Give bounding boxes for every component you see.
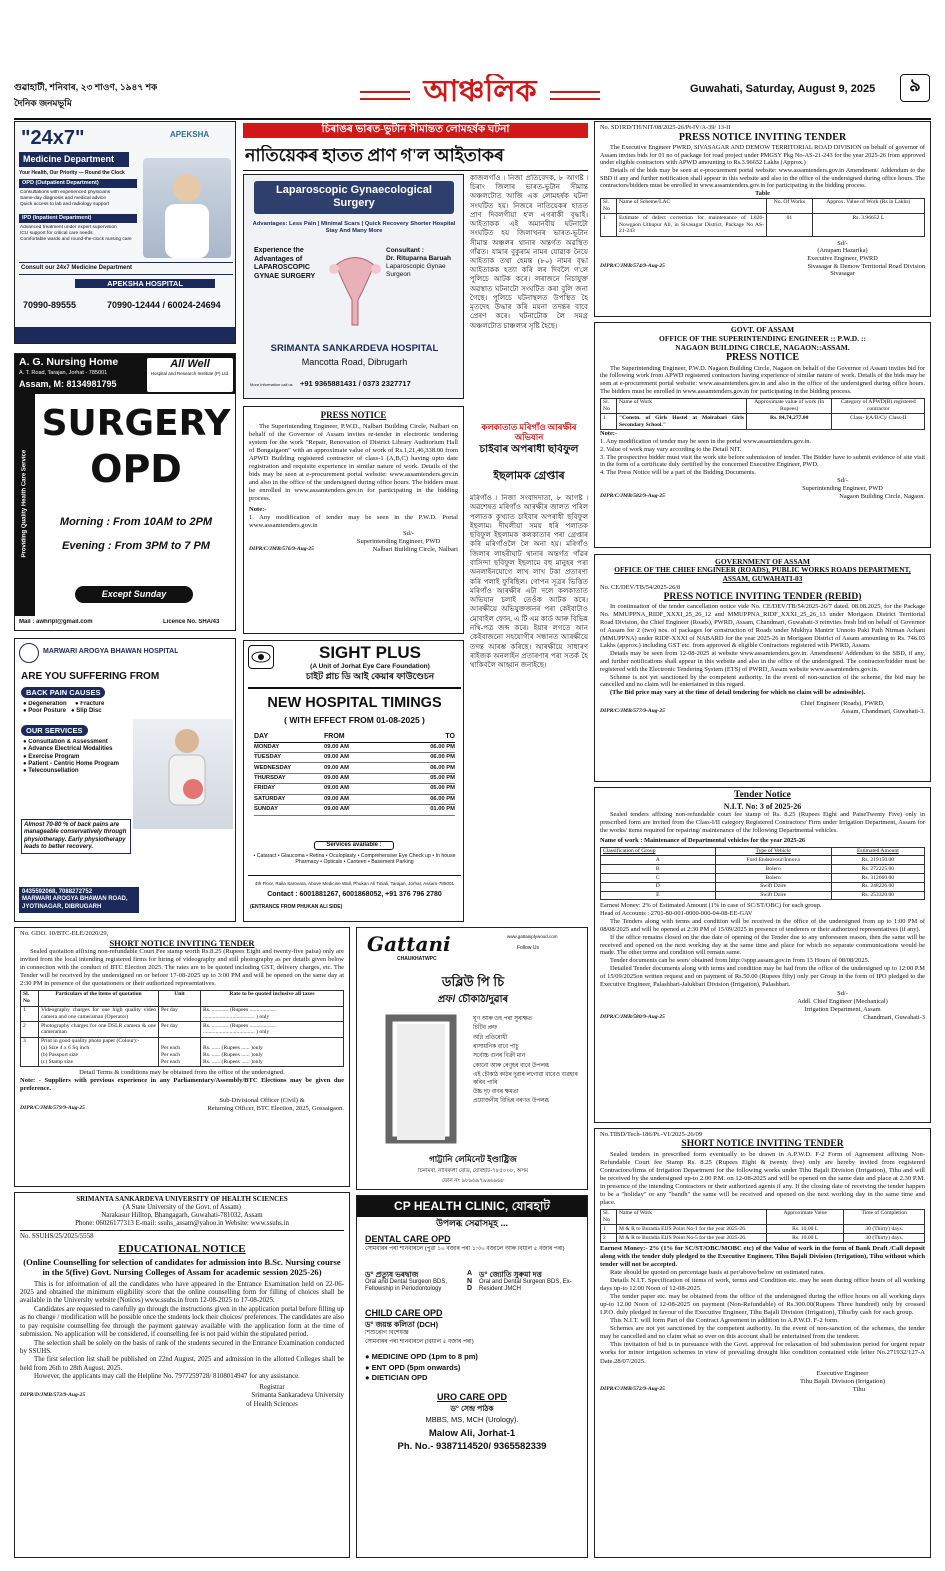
marwari-question: ARE YOU SUFFERING FROM (21, 671, 160, 682)
date-bengali: গুৱাহাটী, শনিবাৰ, ২৩ শাওণ, ১৯৪৭ শক (14, 82, 158, 92)
list-item: অগ্নি প্ৰতিৰোধী (473, 1034, 508, 1041)
apeksha-reception: 70990-89555 (23, 300, 77, 310)
news-sub1: কলকাতাত মৰিগাঁও আৰক্ষীৰ অভিযান (481, 422, 577, 443)
sightplus-name: SIGHT PLUS (318, 643, 421, 662)
list-item: ● Poor Posture ● Slip Disc (23, 708, 102, 715)
nursing-mail: Mail : awhrlpl@gmail.com (19, 619, 93, 625)
timings-title: NEW HOSPITAL TIMINGS (267, 695, 442, 711)
rebid-gov: GOVERNMENT OF ASSAM (714, 557, 810, 566)
ssuhs-p4: The first selection list shall be published on 22nd August, 2025 and admission in the allotted Colleges shall be held from 26th to 28th August, 2025. (20, 1356, 344, 1372)
gdo-number: No. GDO. 10/BTC-ELE/2020/29, (20, 930, 109, 937)
allwell-name: All Well (170, 358, 210, 370)
apeksha-consult: Consult our 24x7 Medicine Department (19, 262, 233, 275)
notice-sign1: Superintending Engineer, PWD (356, 538, 441, 546)
nursing-ad (14, 353, 236, 631)
apeksha-footer-bar (15, 327, 236, 343)
uro-doctor-designation: MBBS, MS, MCH (Urology). (425, 1415, 519, 1424)
srimanta-hospital: SRIMANTA SANKARDEVA HOSPITAL (270, 343, 439, 354)
nagaon-note: 3. The prospective bidder must visit the work site before submission of tender. The Bidder have to submit evidence of site visit in the form of a certificate duly certified by the concerned Executive Engineer, PWD. (600, 453, 925, 469)
consultant-designation: Laparoscopic Gynae Surgeon (386, 262, 446, 278)
pwrd-body2: Details of the bids may be seen at e-procurement portal website: www.assamtenders.gov.in Amendment/ Addendum to the SBD if any and further notification shall appear in this website and also in the office of the undersigned during office hours. The contractors/bidders must be enrolled in www.assamtenders.gov.in for participating in the bidding process. (600, 166, 925, 190)
apeksha-hospital: APEKSHA HOSPITAL (75, 279, 215, 288)
gattani-address: চিনামৰা, নাৰিকলী বোঁড, যোৰহাট-৭৮৫০০৮, অসম (417, 1168, 529, 1174)
gdo-body: Sealed quotation affixing non-refundable Court Fee stamp worth Rs.8.25 (Rupees Eight and twenty-five paisa) only are invited from the local intending registered firms for hiring of videography and still photography as per details given below in connection with the conduct of BTC Election 2025. The rates are to be quoted including GST, delivery charges, etc. The Tender will be received by the undersigned on or before 17-08-2025 up to 3:00 PM and will be opened on the same day at 2:30 PM in presence of the quotationers or their authorized representatives. (20, 948, 344, 987)
mech-sign3: Chandmari, Guwahati-3 (863, 1013, 925, 1021)
mech-sign2: Irrigation Department, Assam (804, 1006, 881, 1014)
pwrd-table-caption: Table (755, 189, 770, 197)
pwrd-tender (594, 121, 931, 317)
table-row: THURSDAY 09.00 AM 05.00 PM (254, 774, 455, 784)
news-article-1: কাজলগাঁও ৷ নিজা প্ৰতিবেদক, ৮ আগষ্ট ৷ চিৰাং জিলাৰ ভাৰত-ভুটান সীমান্ত অঞ্চলটোত আজি এক লোমহৰ্ষক ঘটনা সংঘটিত হয়। নিজৰে নাতিয়েকৰ হাতত প্ৰাণ দিবলগীয়া হ'ল এগৰাকী বৃদ্ধাই। আইতাকক এই অমানবীয় ঘটনাটো সংঘটিত হয় জিলাখনৰ ভাৰত-ভূটান সীমান্ত অঞ্চলৰ থানাৰ অন্তৰ্গত অৱস্থিত গাঁৱত। যামাৰ বুকুৰাম নামৰ যোৱাক নৈয়ে আইতাক তথা হেমন্ত (৮০) নামৰ বৃদ্ধা আইতাকক হত্যা কৰি লৰ দিবলৈ গ'লে পুলিচে আটক কৰে। লৰাজনে নিচাযুক্ত অৱস্থাত ঘটনাটো সংঘটিত কৰা বুলি জনা গৈছে। পুলিচে ঘটনাস্থলত উপস্থিত হৈ মৃতদেহ উদ্ধাৰ কৰি ময়না তদন্তৰ বাবে প্ৰেৰণ কৰে। ঘটনাটোক লৈ সমগ্ৰ অঞ্চলটোত চাঞ্চল্যৰ সৃষ্টি হৈছে। (470, 174, 588, 330)
nursing-side-text: Providing Quality Health Care Service (21, 449, 28, 558)
tibd-p1: Rate should be quoted on percentage basis at per/above/below on estimated rates. (610, 1269, 825, 1277)
table-row: 2 Photography charges for one DSLR camera & one cameraman Per day Rs. ............ (Rupees ................... ..................................... ) only (21, 1022, 344, 1038)
mech-work: Name of work : Maintenance of Departmental vehicles for the year 2025-26 (600, 836, 806, 844)
list-item: Advanced treatment under expert supervision (20, 225, 117, 230)
list-item: ● MEDICINE OPD (1pm to 8 pm) (365, 1352, 478, 1361)
uro-doctor: ড° সেন্দ্ৰ পাঠক (450, 1404, 494, 1413)
tibd-p2: Details N.I.T. Specification of items of work, terms and Condition etc. may be seen during office hours of all working days up-to 12.00 Noon of 12-08-2025. (600, 1277, 925, 1293)
mech-p3: Tender documents can be seen/ obtained from http://sppp.assam.gov.in from 13 Hours of 08/08/2025. (610, 957, 870, 965)
marwari-phone: 0435592068, 7088272752 (22, 889, 93, 895)
sightplus-entrance: (ENTRANCE FROM PHUKAN ALI SIDE) (250, 904, 343, 910)
mech-title: Tender Notice (734, 790, 791, 800)
consultant-heading: Consultant : (386, 247, 424, 254)
srimanta-consultant (386, 247, 462, 279)
sightplus-rule (248, 687, 461, 689)
pwrd-footer (600, 263, 925, 271)
marwari-name: MARWARI AROGYA BHAWAN HOSPITAL (43, 648, 179, 655)
table-row: 1 Videography charges for one high quality video camera and one cameraman (Operator) Per day Rs. ............ (Rupees ................... ..................................... ) only (21, 1006, 344, 1022)
table-row: SUNDAY 09.00 AM 01.00 PM (254, 805, 455, 815)
rebid-footer (600, 708, 925, 716)
and-separator: A N D (467, 1270, 473, 1293)
gdo-title: SHORT NOTICE INVITING TENDER (109, 937, 255, 948)
gdo-footer (20, 1105, 344, 1113)
rebid-body: In continuation of the tender cancellation notice vide No. CE/DEV/TB/54/2025-26/7 dated. 08.08.2025, for the Package No. MMUPPNA_RIDF_XXXI_25_26_12 and MMUPPNA_RIDF_XXXI_25_26_13 under Morigaon District Territorial Road Division, the Chief Engineer (Roads), PWRD, Assam, Chandmari, Guwahati-3 reinvites fresh bid on behalf of Governor of Assam for 2 (two) nos. of packages for construction of Roads under Mukhya Mantrir Unnoto Paki Path Nirman Achani (MMUPPNA) under RIDF-XXXI of NABARD for the year 2025-26 in Morigaon District of Assam amounting to Rs. 746.03 Lakhs (approx.) including GST etc. from approved & eligible Contractors registered with PWRD, Assam. (600, 603, 925, 650)
srimanta-advantages: Advantages: Less Pain | Minimal Scars | Quick Recovery Shorter Hospital Stay And Many More (252, 221, 456, 235)
mech-p4: Detailed Tender documents along with terms and condition may be had from the office of the undersigned up to 12:00 P.M of 15/09/2025on written request and on payment of Rs.50.00 (Rupees fifty) only per Group in the form of IPO pledged to the Executive Engineer, Palashbari-Jalukbari Division (Irrigation), Palashbari. (600, 964, 925, 988)
pwrd-number: No. SD1RD/TH/NIT/08/2025-26/Pt-IV/A-39/ 13-II (600, 124, 731, 131)
except-sunday: Except Sunday (75, 586, 193, 603)
nagaon-gov: GOVT. OF ASSAM (730, 325, 795, 334)
nursing-mobile: Assam, M: 8134981795 (19, 379, 117, 389)
date-english: Guwahati, Saturday, August 9, 2025 (690, 83, 876, 95)
tibd-sign3: Tihu (852, 1385, 865, 1393)
marwari-logo (19, 643, 39, 663)
pwrd-table (600, 198, 925, 237)
tibd-money: Earnest Money:- 2% (1% for SC/ST/OBC/MOBC etc) of the Value of work in the form of Bank Draft /Call deposit along with the tender duly pledged to the Executive Engineer, Tihu Bajali Division (Irrigation), Tihu without which tender will not be accepted. (600, 1245, 925, 1269)
tibd-number: No.TIBD/Tech-186/Pt.-VI/2025-26/09 (600, 1131, 703, 1138)
marwari-photo (133, 719, 233, 829)
notice-note: 1. Any modification of tender may be seen in the P.W.D. Portal www.assamtenders.gov.in (249, 514, 458, 530)
services-list: • Cataract • Glaucoma • Retina • Oculoplasty • Comprehensive Eye Check up • In house Pharmacy • Opticals • Canteen • Basement Parking (253, 853, 456, 866)
list-item: ● Degeneration ● Fracture (23, 701, 105, 707)
nagaon-body: The Superintending Engineer, P.W.D. Nagaon Building Circle, Nagaon on behalf of the Governor of Assam invites bid for the following work from APWD registered contractors having experience of similar nature of work. Details of the bids may be seen at e-procurement portal website: www.assamtenders.gov.in and also in the office of the undersigned during office hours. The bidders must be enrolled in www.assamtenders.gov.in for participating in the bidding process. (600, 364, 925, 396)
apeksha-ipd-heading: IPD (Inpatient Department) (19, 214, 137, 223)
dipr-code: DIPR/D/JMB/573/9-Aug-25 (20, 1392, 86, 1399)
rebid-body4: (The Bid price may vary at the time of detail tendering for which no claim will be admissible). (610, 689, 866, 697)
rebid-body3: Scheme is not yet sanctioned by the competent authority. In the event of non-sanction of the scheme, the bid may be cancelled and no claim will be entertained in this regard. (600, 673, 925, 689)
list-item: ICU support for critical care needs (20, 230, 93, 236)
table-row: Sl. No Name of Work Approximate value of work (In Rupees) Category of APWD(B) registered contractor (601, 398, 925, 414)
table-row: TUESDAY 09.00 AM 06.00 PM (254, 753, 455, 763)
nagaon-office: OFFICE OF THE SUPERINTENDING ENGINEER :: P.W.D. :: (659, 334, 866, 344)
gattani-sub: CHAUKHATWPC (397, 956, 437, 962)
ssuhs-registrar: Registrar (259, 1383, 285, 1391)
consultant-name: Dr. Rituparna Baruah (386, 254, 452, 262)
notice-body: The Superintending Engineer, P.W.D., Nalbari Building Circle, Nalbari on behalf of the Governor of Assam invites re-tender in electronic tendering system for the work "Repair, Renovation of District Library Auditorium Hall of Bongaigaon" with an approximate value of work of Rs.1,21,46,338.00 from APWD Building registered contractor of class-1 (A,B,C) having upto date registration and requisite experience in similar nature of work. Details of the bids may be seen at e-procurement portal website: www.assamtenders.gov.in and also in the office of the undersigned during office hours. The bidders must be enrolled in www.assamtenders.gov.in for participating in the bidding process. (249, 422, 458, 503)
table-row: A Ford Endeavour/Innova Rs. 219150.00 (601, 856, 925, 865)
ssuhs-number: No. SSUHS/25/2025/5558 (20, 1232, 94, 1240)
tibd-rows (601, 1225, 925, 1243)
notice-sign2: Nalbari Building Circle, Nalbari (372, 546, 458, 554)
table-row: Sl. No Particulars of the items of quotation Unit Rate to be quoted inclusive all taxes (21, 990, 344, 1006)
table-row: B Bolero Rs. 272225.00 (601, 865, 925, 874)
cp-title: CP HEALTH CLINIC, যোৰহাট (357, 1196, 587, 1217)
nagaon-sd: Sd/- (837, 476, 848, 484)
apeksha-brand: APEKSHA (170, 130, 210, 139)
sightplus-contact: Contact : 6001881267, 6001868052, +91 376 796 2780 (267, 891, 442, 898)
srimanta-more: More Information call us (250, 383, 293, 387)
apeksha-opd-list (20, 190, 140, 208)
sightplus-ad (243, 640, 464, 922)
tibd-table (600, 1209, 925, 1243)
nursing-address: A. T. Road, Tarajan, Jorhat - 785001 (19, 370, 108, 376)
cp-opds (365, 1352, 478, 1384)
table-row: D Swift Dzire Rs. 248226.00 (601, 882, 925, 891)
nagaon-footer (600, 493, 925, 501)
gattani-subheading: প্ৰফ/ চৌকাঠ/দুৱাৰ (437, 994, 509, 1005)
eye-icon (249, 646, 273, 668)
child-doctor-designation: শিশুৰোগ বিশেষজ্ঞ (365, 1330, 409, 1336)
dipr-code: DIPR/C/JMB/582/9-Aug-25 (600, 492, 665, 499)
table-header: DAY FROM TO (254, 733, 455, 743)
apeksha-band: Medicine Department (19, 152, 129, 167)
mech-p1: The Tenders along with terms and condition will be received in the office of the undersigned from up to 1:00 PM of 08/08/2025 and will be opened at 2:30 PM of 15/09/2025 in presence of tenderers or their authorized representatives (if any). (600, 918, 925, 933)
nagaon-sign1: Superintending Engineer, PWD (802, 484, 883, 492)
marwari-footer (19, 887, 139, 913)
pwrd-sign2: Sivasagar & Demow Territorial Road Division (807, 262, 925, 270)
apeksha-ipd-list (20, 225, 140, 243)
dental-heading: DENTAL CARE OPD (365, 1234, 451, 1244)
notice-note-heading: Note:- (249, 506, 267, 514)
pwrd-body: The Executive Engineer PWRD, SIVASAGAR AND DEMOW TERRITORIAL ROAD DIVISION on behalf of governor of Assam invites bids for 01 no of package for road project under PMGSY Pkg No-AS-21-243 for the year 2025-26 from approved under eligible contractors with APWD amounting to Rs.3.96652 Lakhs (Approx.) (600, 143, 925, 167)
cp-health-ad (356, 1195, 588, 1558)
ssuhs-sign1: Srimanta Sankaradeva University (251, 1392, 344, 1400)
srimanta-address: Mancotta Road, Dibrugarh (301, 357, 408, 367)
ssuhs-contact: Phone: 06026177313 E-mail: ssuhs_assam@yahoo.in Website: www.ssuhs.in (20, 1220, 344, 1230)
door-frame-image (383, 1014, 461, 1144)
list-item: ● ENT OPD (5pm onwards) (365, 1362, 461, 1372)
allwell-badge (147, 358, 233, 392)
mech-table (600, 847, 925, 901)
gattani-follow: Follow Us (517, 945, 539, 951)
apeksha-opd-heading: OPD (Outpatient Department) (19, 179, 137, 188)
logo-rule-right (550, 91, 600, 100)
tibd-tender (594, 1128, 931, 1558)
mech-rows (601, 856, 925, 900)
sightplus-logo (248, 645, 274, 669)
rebid-title: PRESS NOTICE INVITING TENDER (REBID) (663, 591, 862, 602)
ssuhs-sub: (A State University of the Govt. of Assam) (123, 1203, 241, 1211)
dipr-code: DIPR/C/JMB/572/9-Aug-25 (600, 1385, 665, 1392)
list-item: ● Consultation & Assessment (23, 739, 108, 745)
apeksha-title: "24x7" (21, 127, 85, 149)
nagaon-note: 2. Value of work may vary according to the Detail NIT. (600, 445, 742, 453)
masthead (0, 70, 945, 118)
page-number: ৯ (900, 74, 930, 102)
news-headline-rule (243, 170, 588, 171)
list-item: ● Exercise Program (23, 753, 80, 760)
mech-tender (594, 787, 931, 1123)
list-item: চিটিব প্ৰুফ (473, 1025, 498, 1032)
mech-head: Head of Accounts : 2701-80-001-0000-000-04-08-EE-GAV (600, 910, 753, 918)
door-frame-icon (383, 1014, 461, 1144)
list-item: ● Telecounsellation (23, 768, 79, 775)
news-article-2: মৰিগাঁও ৷ নিজা সংবাদদাতা, ৮ আগষ্ট ৷ অৱশেষত মৰিগাঁও আৰক্ষীৰ জালত পৰিল পলাতক কুখ্যাত চাইবাৰ অপৰাধী ছবিফুল ইছলাম। দীঘলীয়া সময় ধৰি পলাতক ছবিফুল ইছলামক কলকাতাৰ পৰা গ্ৰেপ্তাৰ কৰি মৰিগাঁওলৈ লৈ অনা হয়। মৰিগাঁও জিলাৰ লাহৰীঘাট থানাৰ অন্তৰ্গত গাঁৱৰ বাসিন্দা ছবিফুল ইছলামে বহু মানুহৰ পৰা অনলাইনযোগে লাখ লাখ টকা প্ৰতাৰণা কৰি পলাই ফুৰিছিল। গোপন সূত্ৰৰ ভিত্তিত মৰিগাঁও আৰক্ষীৰ এটা দলে কলকাতাত অভিযান চলাই তেওঁক আটক কৰে। আৰক্ষীয়ে অভিযুক্তজনৰ পৰা কেইবাটাও মোবাইল ফোন, এ টি এম কাৰ্ড আৰু বিভিন্ন নথি-পত্ৰ জব্দ কৰে। ইয়াৰ লগতে আন কেইবাজনো সহযোগীৰ সন্ধানত আৰক্ষীয়ে তদন্ত আৰম্ভ কৰিছে। আৰক্ষীয়ে সাধাৰণ ৰাইজক অনলাইন প্ৰতাৰণাৰ পৰা সতৰ্ক হৈ থাকিবলৈ আহ্বান জনাইছে। (470, 494, 588, 670)
mech-sd: Sd/- (837, 990, 848, 998)
ssuhs-footer (20, 1392, 344, 1400)
sightplus-sub: (A Unit of Jorhat Eye Care Foundation) (310, 663, 430, 670)
tibd-p4: This N.I.T. will form Part of the Contract Agreement in addition to A.P.W.D. F-2 form. (610, 1317, 839, 1325)
table-row: 1 "Constn. of Girls Hostel at Moirabari Girls Secondary School." Rs. 84,74,277.00 Class- I(A/B/C)/ Class-II (601, 414, 925, 430)
evening-hours: Evening : From 3PM to 7 PM (62, 540, 210, 552)
marwari-causes (23, 701, 143, 716)
list-item: প্ৰয়োজনীয় বিভিন্ন বৰণত উপলব্ধ (473, 1098, 549, 1105)
mech-p2: If the office remains closed on the due date of opening of the Tender due to any unforeseen reason, then the same will be received and opened on the next working day at the same time and place for which no separate communications would be made. The other terms and condition will remain same. (600, 933, 925, 957)
ssuhs-p3: The selection shall be solely on the basis of rank of the students secured in the Entrance Examination conducted by SSUHS. (20, 1339, 344, 1355)
masthead-rule (14, 118, 931, 120)
ssuhs-p2: Candidates are requested to carefully go through the instructions given in the application portal before filling up as no change / modification will be possible once the students lock their choices/ preferences. The candidates are also to pay requisite counselling fee through the payment gateway available with the application form at the time of submission. No application will be considered, if counselling fee is not paid within the stipulated period. (20, 1305, 344, 1339)
logo-rule-left (360, 91, 410, 100)
nagaon-note: 4. The Press Notice will be a part of the Bidding Documents. (600, 469, 756, 477)
gdo-details: Detail Terms & conditions may be obtained from the office of the undersigned. (79, 1069, 285, 1077)
mech-footer (600, 1014, 925, 1022)
nursing-name: A. G. Nursing Home (19, 356, 119, 368)
services-heading: Services available : (314, 841, 394, 850)
doctor-icon (143, 158, 231, 258)
table-row: 3 Print in good quality photo paper (Colour):- (a) Size 4 x 6 Sq inch (b) Passport size (c) Stamp size Per each Per each Per each Rs. ...... (Rupees ...... )only Rs. ...... (Rupees ...... )only Rs. ...... (Rupees ...... )only (21, 1037, 344, 1066)
dipr-code: DIPR/C/JMB/580/9-Aug-25 (600, 1013, 665, 1020)
cp-phone: Ph. No.- 9387114520/ 9365582339 (397, 1441, 547, 1452)
ssuhs-address: Narakasur Hilltop, Bhangagarh, Guwahati-781032, Assam (101, 1211, 263, 1219)
nagaon-note-heading: Note:- (600, 430, 618, 438)
pwrd-sign1: Executive Engineer, PWRD (807, 254, 878, 262)
ssuhs-p1: This is for information of all the candidates who have appeared in the Entrance Examination held on 22-06-2025 and obtained the minimum eligibility score that the online counselling form for filling of choices shall be available in the University website (Notices) www.ssuhs.in from 12-08-2025 to 17-08-2025. (20, 1280, 344, 1305)
mech-nit: N.I.T. No: 3 of 2025-26 (723, 801, 802, 811)
gattani-ad (356, 927, 588, 1190)
tibd-body: Sealed tenders in prescribed form eventually to be drawn in A.P.W.D. F-2 Form of Agreement affixing Non-Refundable Court fee Stamp Rs. 8.25 (Rupees Eight & twenty five) only are hereby invited from registered Contractors/firms of Irrigation Department for the following works under Tihu Bajali Division (Irrigation), Tihu and will be received by the undersigned up-to 2.00 P.M. on 12-08-2025 and will be opened on the same date and place at 2.30 P.M. in presence of the intending Contractors or their authorized agents if any. If the closing date of receiving the tender happen to be a "holiday" or any "bandh" the same will be received and opened on the next working day in the same time and place. (600, 1150, 925, 1206)
marwari-address: MARWARI AROGYA BHAWAN ROAD, JYOTINAGAR, DIBRUGARH (22, 896, 128, 910)
srimanta-title: Laparoscopic Gynaecological Surgery (254, 181, 454, 214)
tibd-p6: This invitation of bid is in pursuance with the Govt. approval for relaxation of bid submission period for urgent repair works for minor irrigation schemes in view of prevailing drought like condition contained vide letter No.271932/127-A Date.28/07/2025. (600, 1341, 925, 1365)
table-row: WEDNESDAY 09.00 AM 06.00 PM (254, 763, 455, 773)
nagaon-circle: NAGAON BUILDING CIRCLE, NAGAON::ASSAM. (675, 343, 850, 353)
uro-heading: URO CARE OPD (436, 1392, 507, 1402)
marwari-note: Almost 70-80 % of back pains are manageable conservatively through physiotherapy. Early physiotherapy leads to better recovery. (21, 819, 131, 854)
news-headline: নাতিয়েকৰ হাতত প্ৰাণ গ'ল আইতাকৰ (245, 145, 505, 165)
gattani-web: www.gattaniplywood.com (507, 934, 558, 939)
table-row: Sl. No Name of Scheme/LAC No. Of Works Approx. Value of Work (Rs in Lakhs) (601, 198, 925, 214)
marwari-services (23, 739, 133, 776)
sub-title: দৈনিক জনমভূমি (14, 98, 72, 108)
news-kicker: চিৰাঙৰ ভাৰত-ভুটান সীমান্তত লোমহৰ্ষক ঘটনা (243, 123, 588, 138)
cp-address: Malow Ali, Jorhat-1 (428, 1428, 516, 1439)
gdo-note: Note: - Suppliers with previous experience in any Parliamentary/Assembly/BTC Elections may be given due preference. (20, 1076, 344, 1092)
list-item: Same-day diagnosis and medical advice (20, 195, 106, 201)
tibd-p3: The tender paper etc. may be obtained from the office of the undersigned during the office hours on all working days up-to 12.00 Noon of 12-08-2025 on payment (Non-Refundable) of Rs.300.00(Rupees Three hundred) only by crossed I.P.O. duly pledged in favour of the Executive Engineer, Tihu Bajali Division (Irrigation), Tihu/by cash for each group. (600, 1293, 925, 1317)
gattani-features (473, 1016, 585, 1108)
child-heading: CHILD CARE OPD (365, 1308, 443, 1318)
table-row: SATURDAY 09.00 AM 06.00 PM (254, 795, 455, 805)
gdo-sign2: Returning Officer, BTC Election, 2025, Gossaigaon. (207, 1104, 344, 1112)
srimanta-uterus-image (326, 245, 384, 335)
nagaon-notice (594, 322, 931, 548)
notice-title: PRESS NOTICE (320, 410, 387, 420)
nagaon-note: 1. Any modification of tender may be seen in the portal www.assamtenders.gov.in. (600, 437, 812, 445)
list-item: কোনো আৰু ৰেণুহৰ বাবে উপলব্ধ (473, 1062, 549, 1069)
uterus-icon (326, 245, 384, 335)
logo: আঞ্চলিক (423, 75, 537, 108)
list-item: ● DIETICIAN OPD (365, 1373, 428, 1382)
table-row: 1 Estimate of defect correction for maintenance of L026- Nowgaon Uthupur Ali, in Sivasagar District, Package No AS-21-243 01 Rs. 3.96652 L (601, 214, 925, 236)
mech-body: Sealed tenders affixing non-refundable court fee stamp of Rs. 8.25 (Rupees Eight and PaiseTwenty Five) only in prescribed form are invited from the Class-I/II category Registered Contractors/ Firm under Irrigation Department, Assam for the works/ items required for repairing/ maintenance of the following Departmental vehicles. (600, 811, 925, 834)
notice-footer (249, 546, 458, 554)
pwrd-sd: Sd/- (837, 239, 848, 247)
sightplus-bengali: চাইট প্লাচ ডি আই কেয়াৰ ফাউণ্ডেচন (305, 671, 435, 681)
list-item: Comfortable wards and round-the-clock nursing care (20, 236, 132, 242)
news-sub2: চাইবাৰ অপৰাধী ছবিফুল (479, 444, 579, 455)
list-item: Consultations with experienced physicians (20, 190, 111, 195)
table-row: E Swift Dzire Rs. 253320.00 (601, 891, 925, 900)
srimanta-phone: +91 9365881431 / 0373 2327717 (300, 379, 411, 388)
timings-effect: ( WITH EFFECT FROM 01-08-2025 ) (284, 715, 425, 725)
timings-rows (254, 743, 455, 816)
pwrd-sign0: (Anupam Hazarika) (817, 247, 868, 255)
rebid-notice (594, 554, 931, 782)
table-row: FRIDAY 09.00 AM 05.00 PM (254, 784, 455, 794)
dental-timing: সোমবাৰৰ পৰা শনিবাৰলৈ (পুৱা ১০ বজাৰ পৰা ১:৩০ বজালৈ আৰু বিয়লি ৫ বজাৰ পৰা) (365, 1246, 565, 1252)
table-row: Classification of Group Type of Vehicle Estimated Amount (601, 847, 925, 856)
rebid-sign1: Chief Engineer (Roads), PWRD, (800, 700, 885, 708)
gattani-phone: ফোন নং ৯৮৯৬৯৭৯৬৬৯৬৮ (441, 1178, 505, 1184)
table-row: 2 M & R to Buradia EIJS Point No-5 for the year 2025-26. Rs. 10.00 L 30 (Thirty) days. (601, 1234, 925, 1243)
rebid-body2: Details may be seen from 12-08-2025 at website www.assamtenders.gov.in. Amendment/ Addendum to the SBD, if any, and further notifications shall appear in this website and also in the office of the undersigned. The contractor/bidder must be registered with the Electronic Tendering System (ETS) of PWRD, Assam website www.assamtenders.gov.in. (600, 650, 925, 673)
table-row: 1 M & R to Buradia EIJS Point No-1 for the year 2025-26. Rs. 10.00 L 30 (Thirty) days. (601, 1225, 925, 1234)
apeksha-ad (14, 121, 236, 344)
table-row: Sl. No Name of Work Approximate Value Time of Completion (601, 1209, 925, 1225)
dipr-code: DIPR/C/JMB/574/9-Aug-25 (600, 262, 665, 269)
mech-money: Earnest Money: 2% of Estimated Amount (1% in case of SC/ST/OBC) for each group. (600, 902, 822, 910)
pwrd-sign3: Sivasagar (830, 270, 855, 278)
ssuhs-sign2: of Health Sciences (246, 1400, 298, 1408)
marwari-ad (14, 638, 236, 922)
srimanta-ad (243, 174, 464, 399)
gattani-brand: Gattani (367, 932, 451, 956)
tibd-sign2: Tihu Bajali Division (Irrigation) (800, 1377, 885, 1385)
tibd-title: SHORT NOTICE INVITING TENDER (681, 1139, 844, 1150)
nagaon-title: PRESS NOTICE (725, 352, 800, 364)
morning-hours: Morning : From 10AM to 2PM (59, 516, 213, 528)
nagaon-sign2: Nagaon Building Circle, Nagaon. (839, 492, 925, 500)
list-item: Quick access to lab and radiology support (20, 201, 110, 207)
list-item: সৰ্বোচ্চ গুনৰ বিক্ৰী মান (473, 1053, 526, 1060)
list-item: ● Advance Electrical Modalities (23, 746, 113, 753)
rebid-office: OFFICE OF THE CHIEF ENGINEER (ROADS), PUBLIC WORKS ROADS DEPARTMENT, ASSAM, GUWAHATI-03 (614, 565, 911, 584)
nursing-licence: Licence No. SHA/43 (163, 619, 220, 625)
marwari-bp-heading: BACK PAIN CAUSES (21, 687, 105, 698)
tibd-sign1: Executive Engineer (816, 1369, 869, 1377)
list-item: উচ্চ দৃঢ় বাবৰ ক্ষমতা (473, 1089, 519, 1095)
child-timing: সোমবাৰৰ পৰা শনিবাৰলৈ (বিয়লি ৫ বজাৰ পৰা) (365, 1339, 474, 1345)
gattani-company: গাট্টানি লেমিনেট ইণ্ডাষ্ট্ৰিজ (429, 1154, 517, 1164)
sightplus-address: 4th Floor, Raila Sarovara, Above Medicine Wall, Phukan Ali Tiniali, Tarajan, Jorhat, Assam-785001 (254, 881, 455, 886)
ssuhs-p5: However, the applicants may call the Helpline No. 7977259728/ 8108014947 for any assistance. (34, 1373, 300, 1381)
ssuhs-notice (14, 1192, 350, 1558)
rebid-sign2: Assam, Chandmari, Guwahati-3. (841, 707, 925, 715)
ssuhs-subtitle: (Online Counselling for selection of candidates for admission into B.Sc. Nursing course in the 5(five) Govt. Nursing Colleges of Assam for academic session 2025-26) (23, 1256, 341, 1278)
dipr-code: DIPR/C/JMB/577/9-Aug-25 (600, 707, 665, 714)
timings-table (254, 733, 455, 816)
apeksha-doctor-photo (143, 158, 231, 258)
press-notice-nalbari (243, 406, 464, 634)
pwrd-title: PRESS NOTICE INVITING TENDER (678, 131, 847, 143)
list-item: ঘূণ আৰু উঁই পৰা সুৰক্ষিত (473, 1016, 532, 1022)
apeksha-appointment: 70990-12444 / 60024-24694 (107, 300, 221, 310)
tibd-p5: Schemes are not yet sanctioned by the competent authority. In the event of non-sanction of the schemes, the tender may be cancelled and no claim what so ever on this account shall be entertained from the tenderer. (600, 1325, 925, 1341)
nagaon-table (600, 398, 925, 430)
table-row: C Bolero Rs. 312660.00 (601, 874, 925, 883)
cp-sub: উপলব্ধ সেৱাসমূহ ... (436, 1218, 508, 1228)
allwell-sub: Hospital and Research Institute (P) Ltd. (150, 371, 230, 377)
gdo-table (20, 990, 344, 1067)
notice-sd: Sd/- (403, 530, 414, 538)
ssuhs-name: SRIMANTA SANKARDEVA UNIVERSITY OF HEALTH SCIENCES (76, 1195, 288, 1203)
child-doctor: ড° জয়ন্ত কলিতা (DCH) (365, 1320, 439, 1329)
list-item: ৰাসায়নিক বাবে পাচু (473, 1043, 519, 1050)
dental-doctor-1: ড° প্ৰত্যুষ ভৰদ্বাজ Oral and Dental Surgeon BDS, Fellowship in Periodontology (365, 1270, 448, 1293)
ssuhs-title: EDUCATIONAL NOTICE (118, 1243, 246, 1256)
mech-sign1: Addl. Chief Engineer (Mechanical) (797, 998, 888, 1006)
rebid-number: No. CE/DEV/TB/54/2025-26/8 (600, 583, 681, 591)
table-row: MONDAY 09.00 AM 06.00 PM (254, 743, 455, 753)
tibd-footer (600, 1386, 925, 1394)
apeksha-tag: Your Health, Our Priority — Round the Clock (19, 170, 125, 176)
news-sub3: ইছলামক গ্ৰেপ্তাৰ (493, 470, 565, 482)
marwari-svc-heading: OUR SERVICES (21, 725, 88, 736)
gdo-tender (14, 927, 350, 1187)
list-item: ● Patient - Centric Home Program (23, 760, 119, 767)
srimanta-experience: Experience the Advantages of LAPAROSCOPIC GYNAE SURGERY (254, 247, 316, 280)
list-item: এই চৌকাঠ কাঠৰ দুৱাৰ লগোৱা বাবেও ব্যৱহাৰ কৰিব পাৰি (473, 1071, 578, 1086)
dental-doctor-2: ড° জ্যোতি সুৰুমা দত্ত Oral and Dental Surgeon BDS, Ex-Resident JMCH (479, 1270, 572, 1293)
sightplus-footer-rule (248, 875, 461, 876)
gdo-sign1: Sub-Divisional Officer (Civil) & (219, 1096, 305, 1104)
opd-heading: OPD (90, 447, 182, 491)
surgery-heading: SURGERY (41, 403, 231, 444)
gattani-heading: ডব্লিউ পি চি (441, 974, 505, 989)
dipr-code: DIPR/C/JMB/576/9-Aug-25 (249, 546, 314, 553)
dipr-code: DIPR/C/JMB/579/9-Aug-25 (20, 1104, 85, 1111)
back-pain-person-icon (133, 719, 233, 829)
